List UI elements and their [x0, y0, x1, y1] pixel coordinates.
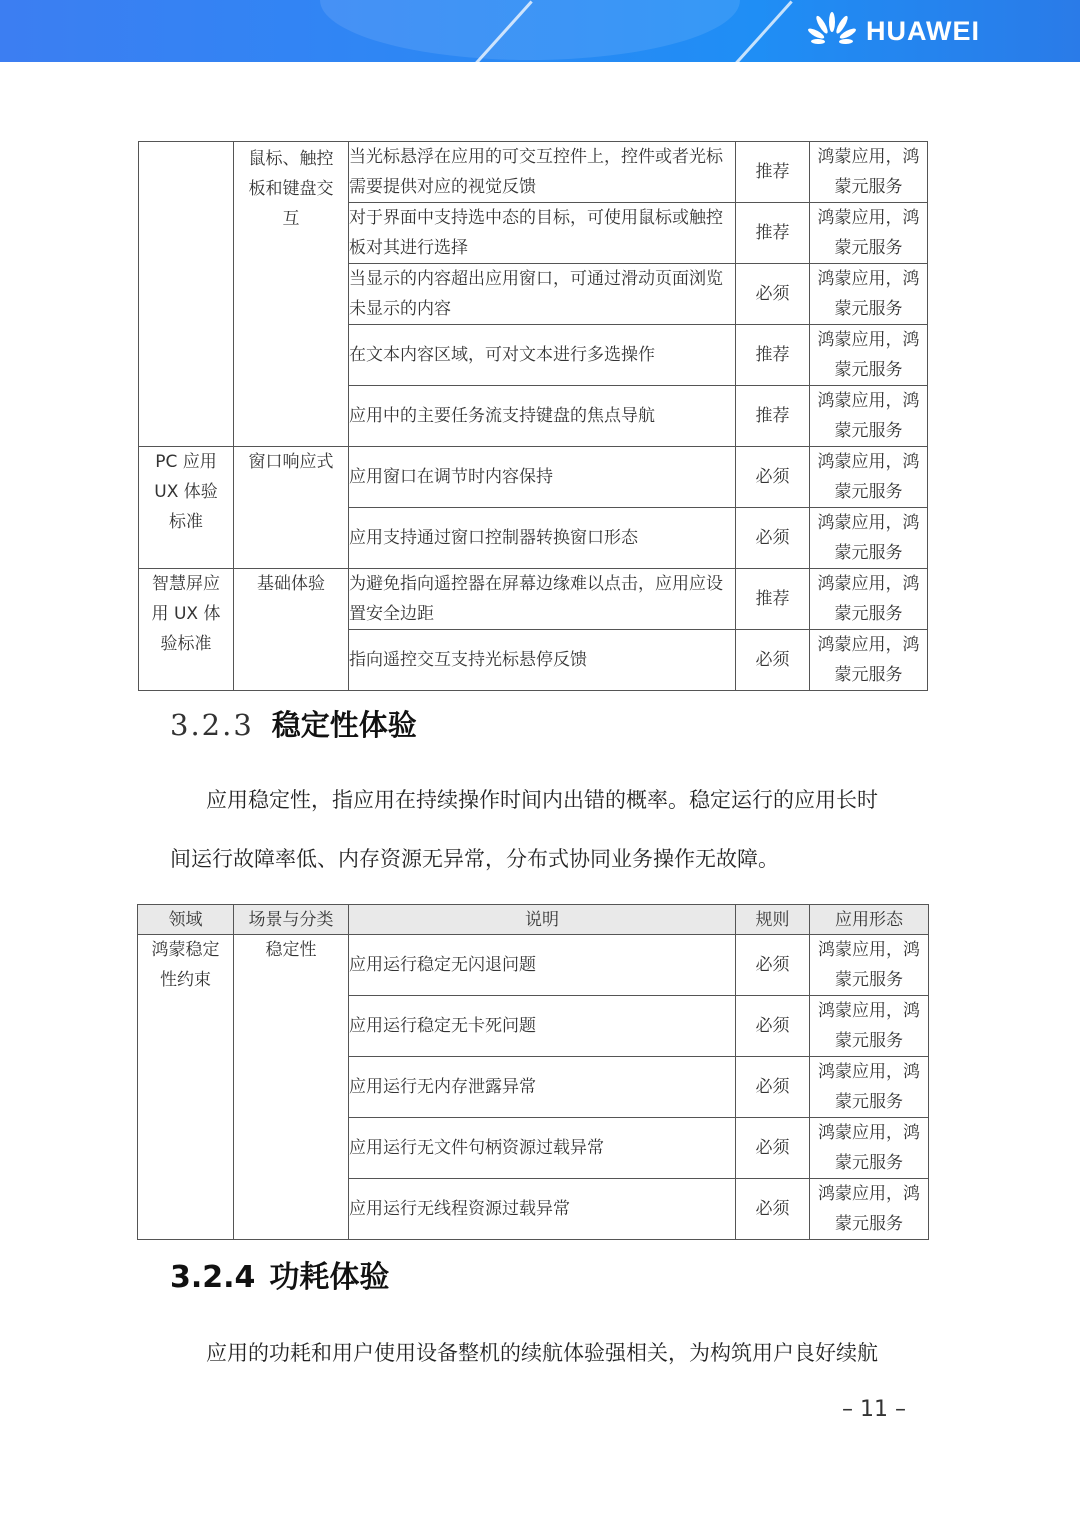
- table-row: [139, 569, 928, 630]
- page-number: – 11 –: [842, 1397, 906, 1422]
- rule-cell: 必须: [736, 935, 810, 996]
- app-form-cell: 鸿蒙应用，鸿蒙元服务: [810, 1118, 929, 1179]
- section-number: 3.2.4: [170, 1260, 256, 1295]
- column-header: 领域: [138, 905, 234, 935]
- rule-cell: 推荐: [736, 386, 810, 447]
- stability-table: [137, 904, 929, 1240]
- banner-streak: [730, 1, 792, 62]
- app-form-cell: 鸿蒙应用，鸿蒙元服务: [810, 630, 928, 691]
- rule-cell: 必须: [736, 630, 810, 691]
- section-title: 功耗体验: [269, 1260, 390, 1295]
- banner-glow: [320, 0, 740, 60]
- column-header: 应用形态: [810, 905, 929, 935]
- app-form-cell: 鸿蒙应用，鸿蒙元服务: [810, 1057, 929, 1118]
- description-cell: 应用中的主要任务流支持键盘的焦点导航: [349, 386, 736, 447]
- paragraph-line: 间运行故障率低、内存资源无异常，分布式协同业务操作无故障。: [170, 847, 779, 871]
- app-form-cell: 鸿蒙应用，鸿蒙元服务: [810, 142, 928, 203]
- table-row: [138, 935, 929, 996]
- ux-standards-table: [138, 141, 928, 691]
- category-cell: 窗口响应式: [234, 447, 349, 569]
- paragraph-line: 应用稳定性，指应用在持续操作时间内出错的概率。稳定运行的应用长时: [206, 788, 878, 812]
- rule-cell: 必须: [736, 1118, 810, 1179]
- section-title: 稳定性体验: [271, 708, 417, 742]
- description-cell: 为避免指向遥控器在屏幕边缘难以点击，应用应设置安全边距: [349, 569, 736, 630]
- column-header: 规则: [736, 905, 810, 935]
- column-header: 场景与分类: [234, 905, 349, 935]
- description-cell: 在文本内容区域，可对文本进行多选操作: [349, 325, 736, 386]
- app-form-cell: 鸿蒙应用，鸿蒙元服务: [810, 996, 929, 1057]
- huawei-logo-icon: [808, 12, 856, 50]
- category-text: 鼠标、触控板和键盘交互: [248, 149, 334, 229]
- column-header: 说明: [349, 905, 736, 935]
- rule-cell: 推荐: [736, 203, 810, 264]
- table-row: [139, 447, 928, 508]
- description-cell: 应用支持通过窗口控制器转换窗口形态: [349, 508, 736, 569]
- table-row: [139, 142, 928, 203]
- domain-cell: [139, 142, 234, 447]
- huawei-brand: [808, 14, 980, 48]
- description-cell: 应用运行稳定无闪退问题: [349, 935, 736, 996]
- header-banner: [0, 0, 1080, 62]
- rule-cell: 推荐: [736, 325, 810, 386]
- rule-cell: 必须: [736, 1057, 810, 1118]
- description-cell: 对于界面中支持选中态的目标，可使用鼠标或触控板对其进行选择: [349, 203, 736, 264]
- description-cell: 应用运行稳定无卡死问题: [349, 996, 736, 1057]
- app-form-cell: 鸿蒙应用，鸿蒙元服务: [810, 264, 928, 325]
- brand-name: HUAWEI: [866, 15, 980, 46]
- app-form-cell: 鸿蒙应用，鸿蒙元服务: [810, 325, 928, 386]
- rule-cell: 必须: [736, 508, 810, 569]
- description-cell: 应用窗口在调节时内容保持: [349, 447, 736, 508]
- paragraph-line: 应用的功耗和用户使用设备整机的续航体验强相关，为构筑用户良好续航: [206, 1341, 878, 1365]
- domain-cell: [138, 935, 234, 1240]
- rule-cell: 推荐: [736, 569, 810, 630]
- app-form-cell: 鸿蒙应用，鸿蒙元服务: [810, 935, 929, 996]
- description-cell: 指向遥控交互支持光标悬停反馈: [349, 630, 736, 691]
- table-header-row: [138, 905, 929, 935]
- description-cell: 应用运行无线程资源过载异常: [349, 1179, 736, 1240]
- rule-cell: 必须: [736, 264, 810, 325]
- rule-cell: 必须: [736, 1179, 810, 1240]
- app-form-cell: 鸿蒙应用，鸿蒙元服务: [810, 447, 928, 508]
- category-cell: [234, 142, 349, 447]
- rule-cell: 推荐: [736, 142, 810, 203]
- app-form-cell: 鸿蒙应用，鸿蒙元服务: [810, 569, 928, 630]
- description-cell: 当光标悬浮在应用的可交互控件上，控件或者光标需要提供对应的视觉反馈: [349, 142, 736, 203]
- domain-text: 鸿蒙稳定性约束: [151, 940, 220, 990]
- section-heading-3-2-4: [170, 1258, 389, 1298]
- category-cell: 基础体验: [234, 569, 349, 691]
- domain-cell: [139, 447, 234, 569]
- domain-text: 智慧屏应用 UX 体验标准: [151, 574, 221, 654]
- domain-text: PC 应用 UX 体验标准: [154, 452, 218, 532]
- rule-cell: 必须: [736, 447, 810, 508]
- category-cell: 稳定性: [234, 935, 349, 1240]
- description-cell: 应用运行无文件句柄资源过载异常: [349, 1118, 736, 1179]
- app-form-cell: 鸿蒙应用，鸿蒙元服务: [810, 508, 928, 569]
- section-number: 3.2.3: [170, 708, 254, 742]
- domain-cell: [139, 569, 234, 691]
- description-cell: 当显示的内容超出应用窗口，可通过滑动页面浏览未显示的内容: [349, 264, 736, 325]
- app-form-cell: 鸿蒙应用，鸿蒙元服务: [810, 1179, 929, 1240]
- rule-cell: 必须: [736, 996, 810, 1057]
- section-heading-3-2-3: [170, 706, 417, 744]
- description-cell: 应用运行无内存泄露异常: [349, 1057, 736, 1118]
- app-form-cell: 鸿蒙应用，鸿蒙元服务: [810, 386, 928, 447]
- app-form-cell: 鸿蒙应用，鸿蒙元服务: [810, 203, 928, 264]
